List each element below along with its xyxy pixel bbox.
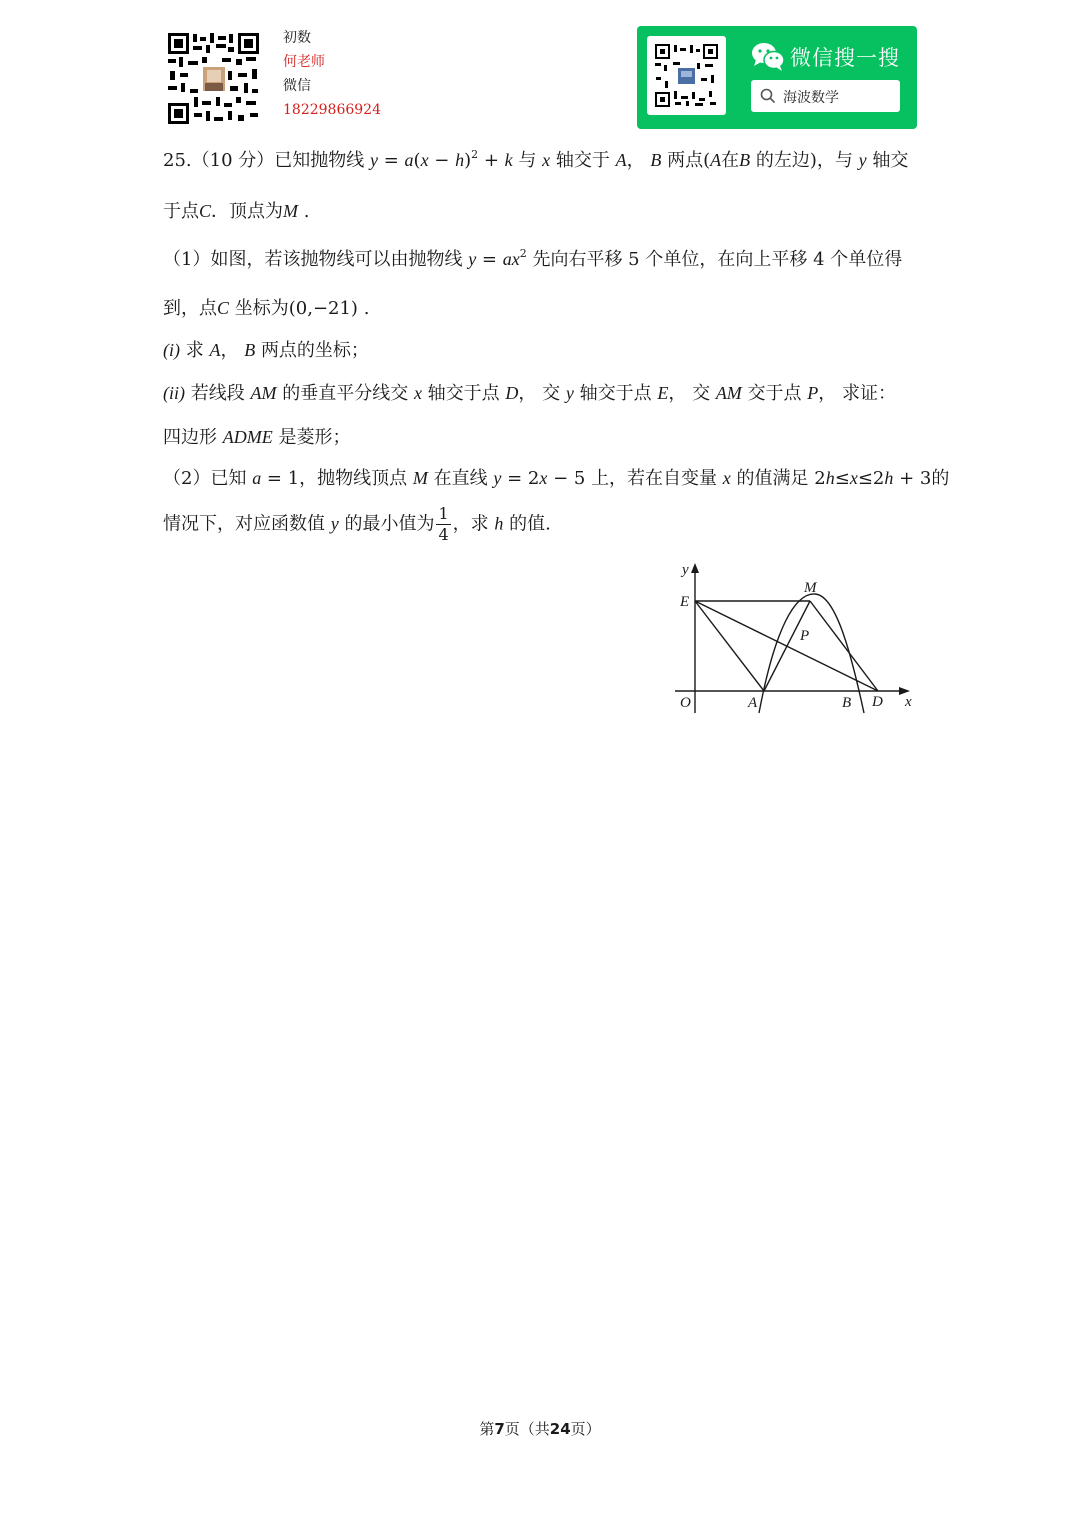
wechat-search-query: 海波数学 <box>783 90 839 106</box>
sub-question-ii-line2: 四边形 ADME 是菱形； <box>163 427 351 448</box>
y-axis-arrow <box>691 563 699 573</box>
contact-phone: 18229866924 <box>283 102 381 118</box>
page-footer: 第7页（共24页） <box>479 1420 601 1438</box>
part2-line1: （2）已知 a = 1，抛物线顶点 M 在直线 y = 2x − 5 上，若在自变量 x 的值满足 2h≤x≤2h + 3的 <box>163 468 950 489</box>
sub-question-ii-line1: (ii) 若线段 AM 的垂直平分线交 x 轴交于点 D， 交 y 轴交于点 E， 交 AM 交于点 P， 求证： <box>163 383 897 404</box>
search-icon <box>760 88 776 104</box>
contact-subject: 初数 <box>283 30 311 46</box>
page-number: 7 <box>494 1420 505 1438</box>
part1-line2: 到，点C 坐标为(0,−21) . <box>163 298 370 319</box>
wechat-logo-icon <box>751 42 785 72</box>
label-E: E <box>680 594 690 610</box>
wechat-qr-code <box>647 36 726 115</box>
label-O: O <box>680 695 691 711</box>
label-M: M <box>804 580 817 596</box>
label-P: P <box>800 628 810 644</box>
fraction-one-quarter: $\frac{1}{4}$ <box>438 504 449 544</box>
problem-intro-line2: 于点C．顶点为M . <box>163 201 310 222</box>
label-y: y <box>682 562 689 578</box>
problem-intro-line1: 25.（10 分）已知抛物线 $y = a(x - h)^2 + k$ 与 x 轴交于 A， B 两点(A在B 的左边)，与 y 轴交 <box>163 148 909 171</box>
segment-MD <box>810 601 878 691</box>
contact-qr-code <box>166 31 261 126</box>
part2-line2: 情况下，对应函数值 y 的最小值为 $\frac{1}{4}$ ，求 h 的值. <box>163 504 551 544</box>
sub-question-i: (i) 求 A， B 两点的坐标； <box>163 340 369 361</box>
parabola-diagram <box>670 558 930 723</box>
wechat-card-title: 微信搜一搜 <box>790 46 900 70</box>
page-total: 24 <box>549 1420 571 1438</box>
label-x: x <box>905 694 912 710</box>
segment-AM <box>764 601 810 691</box>
label-D: D <box>872 694 883 710</box>
contact-info <box>283 26 381 122</box>
wechat-search-box[interactable] <box>751 80 900 112</box>
label-A: A <box>748 695 758 711</box>
contact-teacher-name: 何老师 <box>283 54 325 70</box>
segment-EA <box>695 601 764 691</box>
wechat-search-card[interactable] <box>637 26 917 129</box>
label-B: B <box>842 695 852 711</box>
contact-wechat-label: 微信 <box>283 78 311 94</box>
part1-line1: （1）如图，若该抛物线可以由抛物线 $y = ax^2$ 先向右平移 5 个单位，在向上平移 4 个单位得 <box>163 247 903 270</box>
